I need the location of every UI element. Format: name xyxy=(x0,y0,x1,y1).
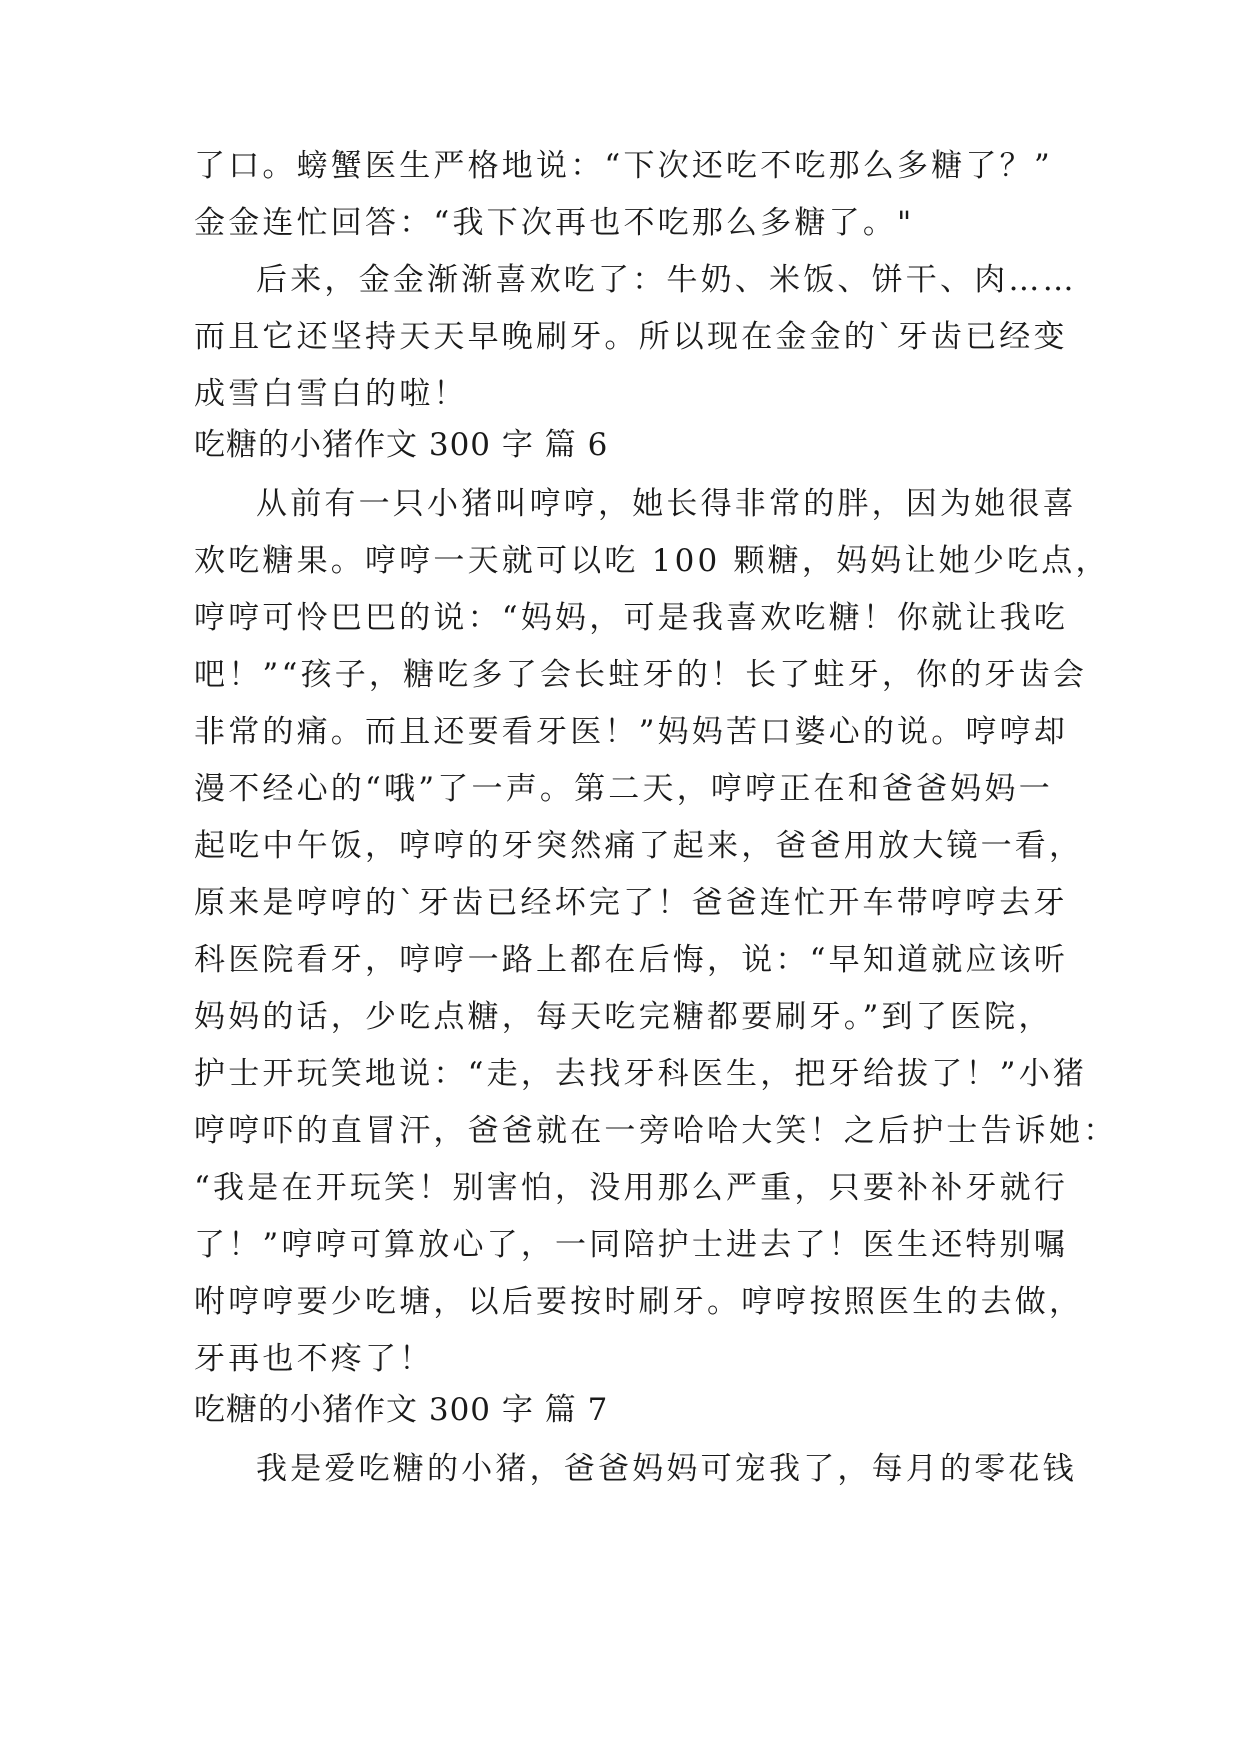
paragraph-first-line: 我是爱吃糖的小猪，爸爸妈妈可宠我了，每月的零花钱 xyxy=(256,1451,1077,1487)
text-line: 金金连忙回答：“我下次再也不吃那么多糖了。" xyxy=(194,205,915,241)
text-line: 原来是哼哼的`牙齿已经坏完了！爸爸连忙开车带哼哼去牙 xyxy=(194,885,1068,921)
text-line: 妈妈的话，少吃点糖，每天吃完糖都要刷牙。”到了医院， xyxy=(194,999,1053,1035)
text-line: 科医院看牙，哼哼一路上都在后悔，说：“早知道就应该听 xyxy=(194,942,1069,978)
section-heading: 吃糖的小猪作文 300 字 篇 7 xyxy=(194,1392,609,1428)
text-line: 哼哼可怜巴巴的说：“妈妈，可是我喜欢吃糖！你就让我吃 xyxy=(194,600,1069,636)
paragraph-first-line: 从前有一只小猪叫哼哼，她长得非常的胖，因为她很喜 xyxy=(256,486,1077,522)
text-line: 而且它还坚持天天早晚刷牙。所以现在金金的`牙齿已经变 xyxy=(194,319,1068,355)
text-line: 漫不经心的“哦”了一声。第二天，哼哼正在和爸爸妈妈一 xyxy=(194,771,1053,807)
text-line: 了！”哼哼可算放心了，一同陪护士进去了！医生还特别嘱 xyxy=(194,1227,1069,1263)
text-line: “我是在开玩笑！别害怕，没用那么严重，只要补补牙就行 xyxy=(194,1170,1069,1206)
text-line: 咐哼哼要少吃塘，以后要按时刷牙。哼哼按照医生的去做， xyxy=(194,1284,1084,1320)
paragraph-first-line: 后来，金金渐渐喜欢吃了：牛奶、米饭、饼干、肉…… xyxy=(256,262,1077,298)
text-line: 成雪白雪白的啦！ xyxy=(194,376,468,412)
text-line: 护士开玩笑地说：“走，去找牙科医生，把牙给拔了！”小猪 xyxy=(194,1056,1088,1092)
text-line: 哼哼吓的直冒汗，爸爸就在一旁哈哈大笑！之后护士告诉她： xyxy=(194,1113,1118,1149)
text-line: 了口。螃蟹医生严格地说：“下次还吃不吃那么多糖了？” xyxy=(194,148,1053,184)
text-line: 欢吃糖果。哼哼一天就可以吃 100 颗糖，妈妈让她少吃点， xyxy=(194,543,1110,579)
text-line: 牙再也不疼了！ xyxy=(194,1341,434,1377)
text-line: 非常的痛。而且还要看牙医！”妈妈苦口婆心的说。哼哼却 xyxy=(194,714,1069,750)
text-line: 吧！”“孩子，糖吃多了会长蛀牙的！长了蛀牙，你的牙齿会 xyxy=(194,657,1088,693)
section-heading: 吃糖的小猪作文 300 字 篇 6 xyxy=(194,427,609,463)
text-line: 起吃中午饭，哼哼的牙突然痛了起来，爸爸用放大镜一看， xyxy=(194,828,1084,864)
